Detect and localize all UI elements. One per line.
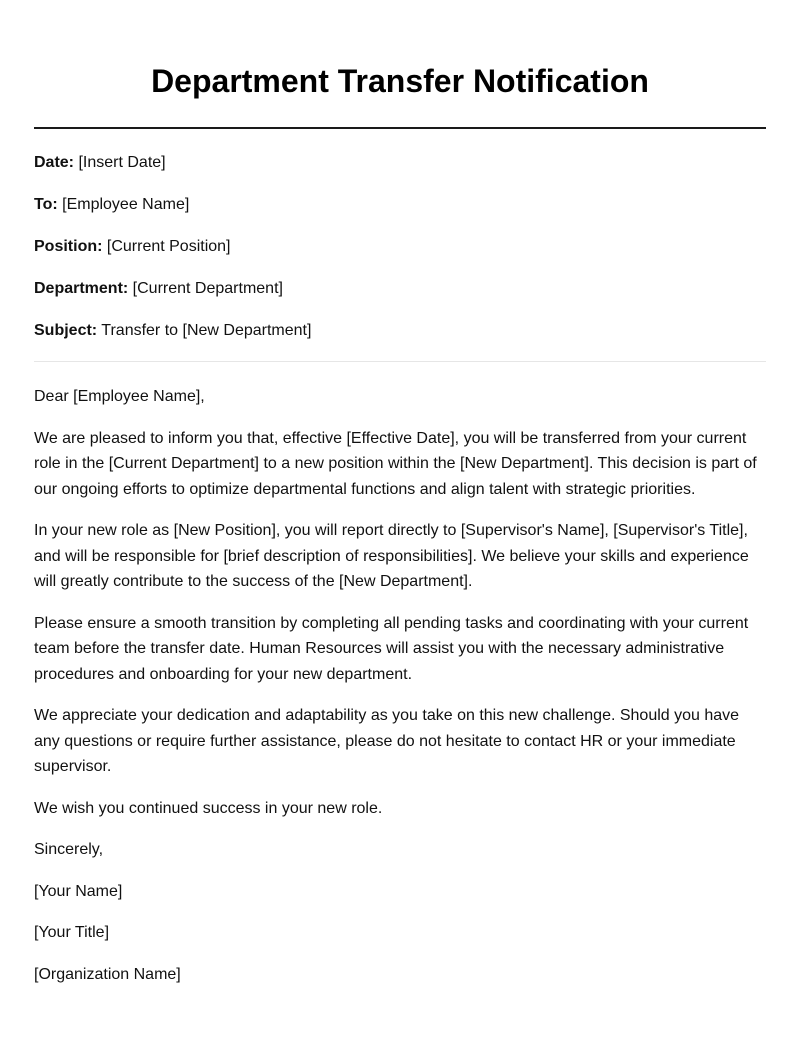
paragraph-2: In your new role as [New Position], you will report directly to [Supervisor's Name], [Supervisor's Title], and will be responsible for [brief description of responsibilities]. We believe your skills and experience will greatly contribute to the success of the [New Department].: [34, 522, 749, 590]
meta-department-label: Department:: [34, 280, 129, 297]
paragraph-4: We appreciate your dedication and adaptability as you take on this new challenge. Should you have any questions or require further assistance, please do not hesitate to contact HR or your immediate supervisor.: [34, 707, 740, 775]
meta-subject: [34, 319, 766, 342]
closing: Sincerely,: [34, 841, 104, 858]
signature-title: [Your Title]: [34, 924, 110, 941]
meta-to-label: To:: [34, 196, 58, 213]
paragraph-3: Please ensure a smooth transition by completing all pending tasks and coordinating with your current team before the transfer date. Human Resources will assist you with the necessary administrative procedures and onboarding for your new department.: [34, 614, 749, 683]
title-divider: [34, 127, 766, 129]
meta-department-value: [Current Department]: [128, 280, 283, 297]
signature-organization: [Organization Name]: [34, 965, 181, 983]
letter-meta: [34, 151, 766, 342]
meta-subject-label: Subject:: [34, 322, 98, 339]
meta-position-value: [Current Position]: [102, 238, 231, 255]
meta-position: [34, 235, 766, 258]
meta-department: [34, 277, 766, 300]
meta-date-label: Date:: [34, 154, 75, 171]
signature-name: [Your Name]: [34, 882, 123, 900]
paragraph-1: We are pleased to inform you that, effective [Effective Date], you will be transferred from your current role in the [Current Department] to a new position within the [New Department]. This decision is part of our ongoing efforts to optimize departmental functions and align talent with strategic priorities.: [34, 429, 757, 498]
meta-date-value: [Insert Date]: [74, 154, 166, 171]
meta-to-value: [Employee Name]: [57, 196, 190, 213]
meta-date: [34, 151, 766, 174]
letter-body: [34, 384, 766, 987]
meta-to: [34, 193, 766, 216]
salutation: Dear [Employee Name],: [34, 388, 205, 405]
meta-position-label: Position:: [34, 238, 103, 255]
meta-subject-value: Transfer to [New Department]: [97, 322, 312, 339]
paragraph-5: We wish you continued success in your new role.: [34, 799, 383, 817]
document-title: Department Transfer Notification: [151, 63, 649, 99]
meta-divider: [34, 361, 766, 362]
